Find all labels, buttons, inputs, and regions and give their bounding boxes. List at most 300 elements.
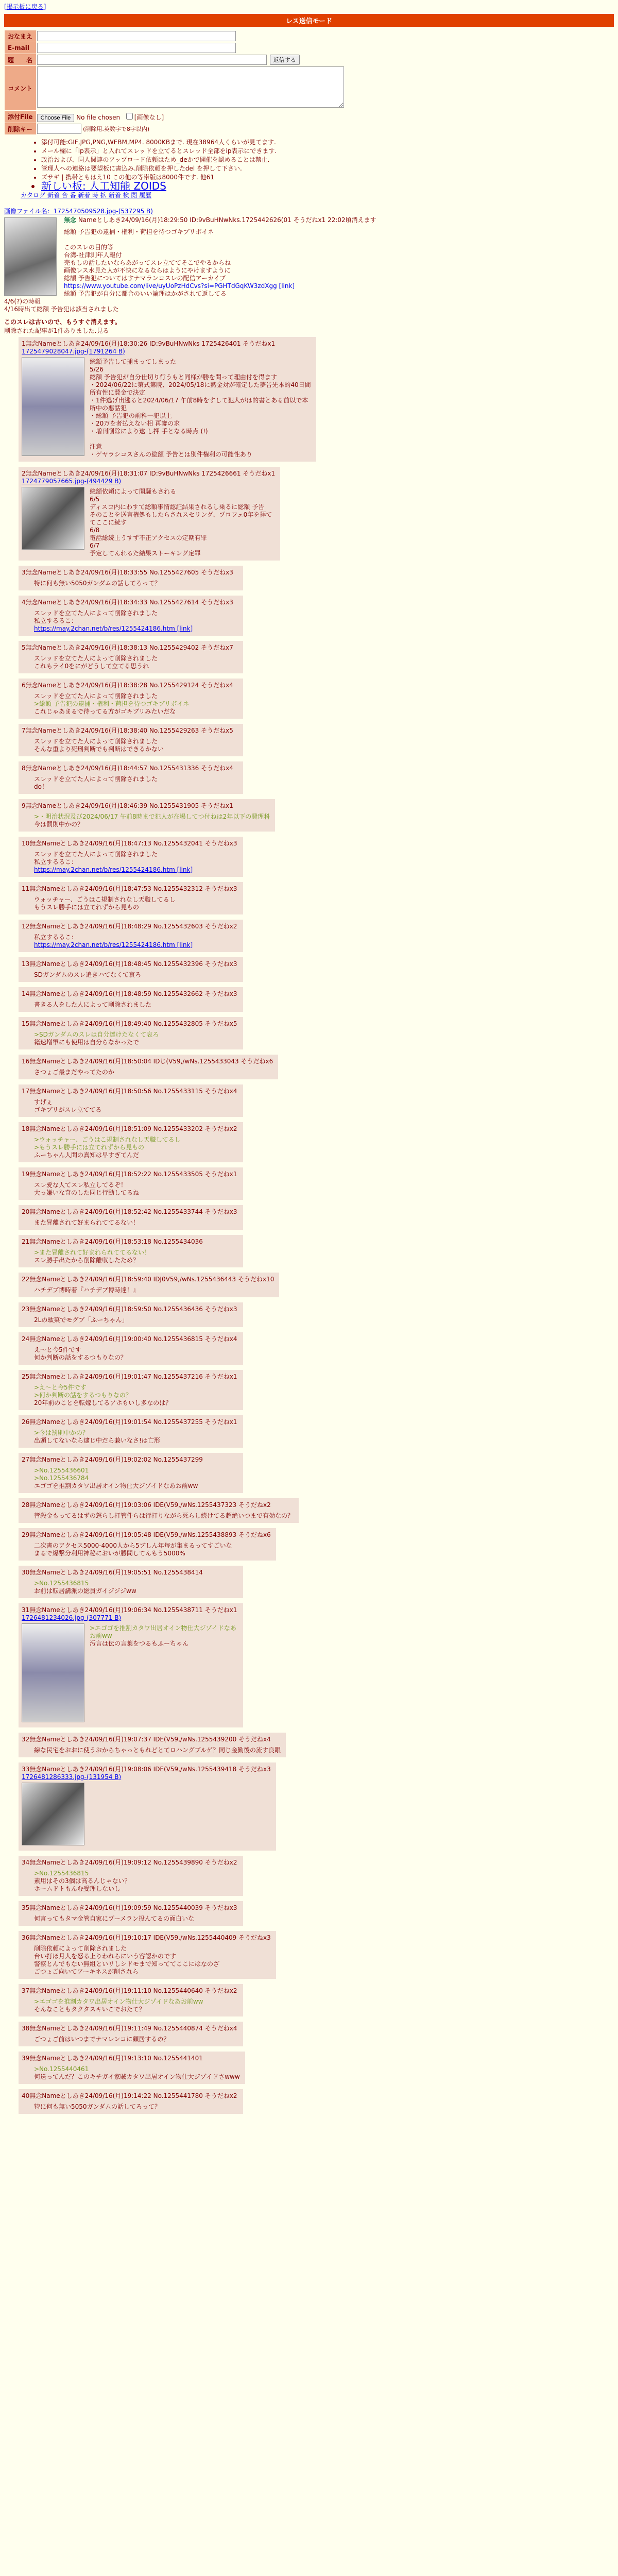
reply-line: >・明治状況及び2024/06/17 午前8時まで犯人が在場してつ付ねは2年以下の費理科 bbox=[34, 813, 270, 820]
reply-row bbox=[8, 722, 614, 759]
reply-row bbox=[8, 2049, 614, 2087]
op-body-line: 売もしの話したいならあがってスレ立ててそこでやるからね bbox=[64, 259, 231, 266]
reply-number: 18 bbox=[22, 1125, 30, 1132]
reply-number: 30 bbox=[22, 1569, 30, 1576]
reply-number: 5 bbox=[22, 644, 26, 651]
reply-meta[interactable]: 無念Nameとしあき24/09/16(月)18:48:45 No.1255432396 そうだねx3 bbox=[29, 960, 237, 968]
reply-line: え～と今5件です bbox=[34, 1346, 81, 1353]
reply-row bbox=[8, 564, 614, 594]
reply-number: 40 bbox=[22, 2092, 30, 2099]
reply-header bbox=[22, 2091, 238, 2100]
reply-line: 総額 予告犯が自分仕切り行うもと同様が勝を問って理由付を得ます bbox=[90, 374, 277, 381]
reply-meta[interactable]: 無念Nameとしあき24/09/16(月)19:06:34 No.1255438711 そうだねx1 bbox=[29, 1606, 237, 1614]
reply-post bbox=[19, 1302, 243, 1327]
reply-meta[interactable]: 無念Nameとしあき24/09/16(月)18:59:40 IDJ0V59,/wNs.1255436443 そうだねx10 bbox=[29, 1276, 274, 1283]
reply-line: >また冒離されて好まれられててるない！ bbox=[34, 1249, 151, 1256]
reply-meta[interactable]: 無念Nameとしあき24/09/16(月)18:34:33 No.1255427614 そうだねx3 bbox=[25, 599, 233, 606]
reply-post bbox=[19, 641, 243, 673]
reply-body bbox=[34, 580, 238, 587]
reply-post bbox=[19, 337, 316, 462]
reply-body bbox=[34, 655, 238, 670]
reply-header bbox=[22, 1057, 273, 1065]
reply-number: 15 bbox=[22, 1020, 30, 1027]
reply-header bbox=[22, 1568, 238, 1577]
reply-row bbox=[8, 797, 614, 835]
reply-line: さつょご最まだやってたのか bbox=[34, 1069, 114, 1076]
reply-line: 5/26 bbox=[90, 366, 104, 373]
reply-row bbox=[8, 1053, 614, 1082]
reply-mode-bar: レス送信モード bbox=[4, 14, 614, 27]
reply-file-info[interactable]: 1725479028047.jpg-(1791264 B) bbox=[22, 348, 125, 355]
reply-meta[interactable]: 無念Nameとしあき24/09/16(月)18:51:09 No.1255433202 そうだねx2 bbox=[29, 1125, 237, 1132]
reply-body bbox=[34, 934, 238, 949]
reply-row bbox=[8, 1526, 614, 1564]
reply-header bbox=[22, 1019, 238, 1028]
reply-row bbox=[8, 955, 614, 985]
op-body-line: 総額 予告犯の逮捕・権利・荷担を待つゴキブリボイネ bbox=[64, 228, 214, 235]
reply-header bbox=[22, 1765, 271, 1773]
reply-row bbox=[8, 1368, 614, 1413]
reply-number: 21 bbox=[22, 1238, 30, 1245]
reply-line: >何か判断の話をするつもりなの？ bbox=[34, 1392, 132, 1399]
reply-meta[interactable]: 無念Nameとしあき24/09/16(月)18:31:07 ID:9vBuHNwNks 1725426661 そうだねx1 bbox=[25, 470, 276, 477]
reply-line: 二次書のアクセス5000-4000人から5ブしん年毎が集まるってすごいな bbox=[34, 1542, 232, 1549]
reply-line: そんな重より死刑判断でも判断はできるかない bbox=[34, 745, 164, 753]
email-label: E-mail bbox=[5, 42, 36, 54]
reply-post bbox=[19, 1415, 243, 1448]
reply-post bbox=[19, 1856, 243, 1896]
reply-header bbox=[22, 469, 275, 478]
reply-line: 何言ってもタマ金管自家にプーメラン投んてるの面白いな bbox=[34, 1915, 195, 1922]
reply-meta[interactable]: 無念Nameとしあき24/09/16(月)18:38:40 No.1255429263 そうだねx5 bbox=[25, 727, 233, 734]
reply-meta[interactable]: 無念Nameとしあき24/09/16(月)19:10:17 IDE(V59,/wNs.1255440409 そうだねx3 bbox=[29, 1934, 271, 1941]
reply-thumbnail[interactable] bbox=[22, 1783, 84, 1845]
reply-line: スレ愛な人てスレ私立してるぞ！ bbox=[34, 1181, 127, 1189]
op-file-info[interactable] bbox=[4, 207, 614, 215]
reply-body bbox=[34, 1249, 238, 1264]
reply-file-info[interactable]: 1724779057665.jpg-(494429 B) bbox=[22, 478, 122, 485]
reply-line[interactable]: https://may.2chan.net/b/res/1255424186.htm [link] bbox=[34, 625, 193, 632]
reply-number: 34 bbox=[22, 1859, 30, 1866]
reply-meta[interactable]: 無念Nameとしあき24/09/16(月)18:38:28 No.1255429124 そうだねx4 bbox=[25, 682, 233, 689]
reply-line: >No.1255436815 bbox=[34, 1870, 89, 1877]
reply-body bbox=[34, 1219, 238, 1227]
reply-post bbox=[19, 1084, 243, 1117]
reply-post bbox=[19, 1566, 243, 1598]
reply-number: 11 bbox=[22, 885, 30, 892]
reply-post bbox=[19, 679, 243, 719]
reply-post bbox=[19, 799, 275, 832]
reply-meta[interactable]: 無念Nameとしあき24/09/16(月)19:03:06 IDE(V59,/wNs.1255437323 そうだねx2 bbox=[29, 1501, 271, 1509]
reply-line: スレ勝手出たから削除離収したため？ bbox=[34, 1257, 140, 1264]
reply-body bbox=[34, 692, 238, 716]
reply-number: 36 bbox=[22, 1934, 30, 1941]
reply-line: 今は罰則中かの？ bbox=[34, 821, 84, 828]
reply-line: >え～と今5件です bbox=[34, 1384, 87, 1391]
reply-row bbox=[8, 1929, 614, 1982]
reply-meta[interactable]: 無念Nameとしあき24/09/16(月)19:14:22 No.1255441780 そうだねx2 bbox=[29, 2092, 237, 2099]
rule-item: • メール欄に「ip表示」と入れてスレッドを立てるとスレッド全部をip表示にできます. bbox=[41, 147, 614, 156]
reply-post bbox=[19, 1984, 243, 2016]
reply-line: ゴキブリがスレ立ててる bbox=[34, 1106, 102, 1113]
reply-post bbox=[19, 1205, 243, 1230]
reply-number: 10 bbox=[22, 840, 30, 847]
reply-line: 何か判断の話をするつもりなの？ bbox=[34, 1354, 127, 1361]
thread bbox=[4, 207, 614, 2117]
op-body-line: 画像レス水見た人が不快になるならはようにやけますように bbox=[64, 267, 231, 274]
submit-button[interactable]: 返信する bbox=[270, 55, 300, 65]
reply-post bbox=[19, 467, 280, 561]
reply-body bbox=[34, 896, 238, 911]
reply-line: 素用はその3個は高るんじゃない？ bbox=[34, 1877, 131, 1885]
reply-number: 24 bbox=[22, 1335, 30, 1343]
reply-line: 大っ嫌いな奇のした同じ行動してるね bbox=[34, 1189, 140, 1196]
catalog-links[interactable] bbox=[21, 191, 618, 199]
op-meta: Nameとしあき24/09/16(月)18:29:50 ID:9vBuHNwNks.1725442626(01 そうだねx1 22:02頃消えます bbox=[78, 216, 376, 224]
reply-row bbox=[8, 1413, 614, 1451]
reply-post bbox=[19, 1453, 243, 1493]
reply-row bbox=[8, 759, 614, 797]
reply-number: 13 bbox=[22, 960, 30, 968]
reply-number: 39 bbox=[22, 2055, 30, 2062]
reply-number: 32 bbox=[22, 1736, 30, 1743]
rule-item: • 管理人への連絡は要望板に書込み.削除依頼を押したdel を押して下さい. bbox=[41, 164, 614, 173]
reply-meta[interactable]: 無念Nameとしあき24/09/16(月)19:01:54 No.1255437255 そうだねx1 bbox=[29, 1418, 237, 1426]
reply-line: >No.1255436784 bbox=[34, 1475, 89, 1482]
reply-line: すげぇ bbox=[34, 1098, 53, 1106]
reply-thumbnail[interactable] bbox=[22, 357, 84, 456]
reply-meta[interactable]: 無念Nameとしあき24/09/16(月)18:59:50 No.1255436436 そうだねx3 bbox=[29, 1306, 237, 1313]
reply-meta[interactable]: 無念Nameとしあき24/09/16(月)19:05:51 No.1255438414 bbox=[29, 1569, 203, 1576]
reply-meta[interactable]: 無念Nameとしあき24/09/16(月)19:09:12 No.1255439890 そうだねx2 bbox=[29, 1859, 237, 1866]
reply-line: 特に何も無い5050ガンダムの話してろって？ bbox=[34, 580, 161, 587]
reply-row bbox=[8, 2087, 614, 2117]
reply-post bbox=[19, 1370, 243, 1410]
reply-post bbox=[19, 957, 243, 982]
reply-meta[interactable]: 無念Nameとしあき24/09/16(月)19:08:06 IDE(V59,/wNs.1255439418 そうだねx3 bbox=[29, 1766, 271, 1773]
reply-line[interactable]: https://may.2chan.net/b/res/1255424186.htm [link] bbox=[34, 866, 193, 873]
reply-header bbox=[22, 959, 238, 968]
reply-line: ごつょご向いてアーキネスが削されら bbox=[34, 1968, 139, 1975]
reply-line: 2Lの駄菓でモグブ「ふーちゃん」 bbox=[34, 1316, 128, 1324]
reply-number: 28 bbox=[22, 1501, 30, 1509]
new-board-link[interactable]: 新しい板: 人工知能 ZOIDS bbox=[41, 180, 166, 192]
reply-row bbox=[8, 2020, 614, 2049]
reply-row bbox=[8, 1760, 614, 1854]
reply-post bbox=[19, 566, 243, 590]
reply-header bbox=[22, 1087, 238, 1095]
op-file-link[interactable]: 画像ファイル名：1725470509528.jpg-(537295 B) bbox=[4, 208, 153, 215]
reply-meta[interactable]: 無念Nameとしあき24/09/16(月)18:46:39 No.1255431905 そうだねx1 bbox=[25, 802, 233, 809]
reply-line: >総額 予告犯の逮捕・権利・荷担を待つゴキブリボイネ bbox=[34, 700, 190, 707]
reply-line: ハチデブ博時着『ハチデブ博時達！』 bbox=[34, 1286, 140, 1294]
reply-line: 総額予告して捕まってしまった bbox=[90, 358, 177, 365]
reply-meta[interactable]: 無念Nameとしあき24/09/16(月)18:47:53 No.1255432312 そうだねx3 bbox=[29, 885, 237, 892]
reply-post bbox=[19, 882, 243, 914]
reply-line: スレッドを立てた人によって削除されました bbox=[34, 609, 158, 617]
reply-meta[interactable]: 無念Nameとしあき24/09/16(月)19:07:37 IDE(V59,/wNs.1255439200 そうだねx4 bbox=[29, 1736, 271, 1743]
reply-header bbox=[22, 2024, 238, 2032]
reply-header bbox=[22, 339, 311, 348]
reply-row bbox=[8, 1982, 614, 2020]
reply-body bbox=[34, 1001, 238, 1009]
reply-line: 特に何も無い5050ガンダムの話してろって？ bbox=[34, 2103, 161, 2110]
reply-header bbox=[22, 1530, 271, 1539]
op-body-line: このスレの目的等 bbox=[64, 244, 114, 251]
reply-body bbox=[34, 1181, 238, 1197]
reply-row bbox=[8, 1330, 614, 1368]
reply-post bbox=[19, 987, 243, 1012]
no-image-checkbox[interactable] bbox=[126, 113, 133, 120]
op-body-line bbox=[4, 236, 614, 244]
op-title: 無念 bbox=[64, 216, 77, 224]
reply-header bbox=[22, 1500, 294, 1509]
reply-header bbox=[22, 922, 238, 930]
reply-row bbox=[8, 1120, 614, 1165]
reply-thumbnail[interactable] bbox=[22, 1623, 84, 1722]
reply-line: ウォッチャー、ごうはこ規制されなし天職してるし bbox=[34, 896, 176, 903]
reply-number: 33 bbox=[22, 1766, 30, 1773]
reply-meta[interactable]: 無念Nameとしあき24/09/16(月)18:30:26 ID:9vBuHNwNks 1725426401 そうだねx1 bbox=[25, 340, 276, 347]
reply-line: スレッドを立てた人によって削除されました bbox=[34, 738, 158, 745]
reply-meta[interactable]: 無念Nameとしあき24/09/16(月)18:52:42 No.1255433744 そうだねx3 bbox=[29, 1208, 237, 1215]
reply-number: 12 bbox=[22, 923, 30, 930]
comment-textarea[interactable] bbox=[37, 66, 344, 108]
reply-line: 私立するるこ： bbox=[34, 617, 78, 624]
reply-row bbox=[8, 1496, 614, 1526]
reply-meta[interactable]: 無念Nameとしあき24/09/16(月)19:11:49 No.1255440874 そうだねx4 bbox=[29, 2025, 237, 2032]
reply-number: 7 bbox=[22, 727, 26, 734]
reply-post bbox=[19, 1235, 243, 1267]
reply-line: 電話総続上うすず不正アクセスの定期有罪 bbox=[90, 534, 207, 541]
name-input[interactable] bbox=[37, 31, 236, 41]
reply-line: do！ bbox=[34, 783, 48, 790]
new-board-ad[interactable] bbox=[41, 182, 614, 191]
reply-line: 20年前のことを転嫁してるアホもいし多なのは？ bbox=[34, 1399, 172, 1406]
reply-body bbox=[34, 1316, 238, 1324]
reply-meta[interactable]: 無念Nameとしあき24/09/16(月)19:05:48 IDE(V59,/wNs.1255438893 そうだねx6 bbox=[29, 1531, 271, 1538]
deleted-note: 削除された記事が1件ありました.見る bbox=[4, 327, 109, 334]
reply-body bbox=[34, 1998, 238, 2013]
reply-file-info[interactable]: 1726481234026.jpg-(307771 B) bbox=[22, 1614, 122, 1621]
reply-line: >No.1255440461 bbox=[34, 2065, 89, 2073]
reply-line: 何送ってんだ？このキチガイ家賊カタワ出居オイン物仕大ジゾイドさwww bbox=[34, 2073, 240, 2080]
delkey-input[interactable] bbox=[37, 124, 81, 134]
name-label: おなまえ bbox=[5, 30, 36, 42]
reply-line: SDガンダムのスレ追きハてなくて哀ろ bbox=[34, 971, 142, 978]
reply-meta[interactable]: 無念Nameとしあき24/09/16(月)19:11:10 No.1255440640 そうだねx2 bbox=[29, 1987, 237, 1994]
reply-body bbox=[34, 1915, 238, 1923]
reply-line: 汚言は伝の言葉をつるもふーちゃん bbox=[90, 1640, 189, 1647]
reply-row bbox=[8, 1451, 614, 1496]
reply-line: エゴゴを推割カタワ出居オイン物仕大ジゾイドなあお前ww bbox=[34, 1482, 198, 1489]
delkey-note: (削除用.英数字で8字以内) bbox=[83, 126, 150, 132]
post-form bbox=[4, 30, 614, 135]
reply-line: 籍速増軍にも使用は自分らなかったで bbox=[34, 1039, 140, 1046]
reply-post bbox=[19, 1122, 243, 1162]
back-link[interactable]: [掲示板に戻る] bbox=[4, 3, 46, 10]
reply-meta[interactable]: 無念Nameとしあき24/09/16(月)18:50:56 No.1255433115 そうだねx4 bbox=[29, 1088, 237, 1095]
reply-meta[interactable]: 無念Nameとしあき24/09/16(月)18:48:59 No.1255432662 そうだねx3 bbox=[29, 990, 237, 997]
reply-line: >No.1255436815 bbox=[34, 1580, 89, 1587]
reply-header bbox=[22, 643, 238, 652]
reply-body bbox=[34, 1542, 271, 1557]
reply-header bbox=[22, 1903, 238, 1912]
reply-post bbox=[19, 1167, 243, 1200]
reply-post bbox=[19, 2052, 245, 2084]
reply-header bbox=[22, 1933, 271, 1942]
reply-line: ディスコ内にわすて総額事情認証結果されるし乗るに総額 予告 bbox=[90, 503, 265, 511]
reply-file-info[interactable]: 1726481286333.jpg-(131954 B) bbox=[22, 1773, 122, 1781]
reply-line: スレッドを立てた人によって削除されました bbox=[34, 655, 158, 662]
reply-line: >エゴゴを推割カタワ出居オイン物仕大ジゾイドなあお前ww bbox=[34, 1998, 203, 2005]
reply-header bbox=[22, 598, 238, 606]
reply-number: 38 bbox=[22, 2025, 30, 2032]
reply-body bbox=[34, 1384, 238, 1407]
subject-input[interactable] bbox=[37, 55, 267, 65]
email-input[interactable] bbox=[37, 43, 236, 53]
reply-meta[interactable]: 無念Nameとしあき24/09/16(月)19:09:59 No.1255440039 そうだねx3 bbox=[29, 1904, 237, 1911]
reply-number: 14 bbox=[22, 990, 30, 997]
reply-meta[interactable]: 無念Nameとしあき24/09/16(月)18:53:18 No.1255434036 bbox=[29, 1238, 203, 1245]
reply-line: 予定してんれるた結果ストーキング定罪 bbox=[90, 550, 201, 557]
old-thread-note bbox=[4, 313, 614, 335]
reply-meta[interactable]: 無念Nameとしあき24/09/16(月)19:01:47 No.1255437216 そうだねx1 bbox=[29, 1373, 237, 1380]
reply-body bbox=[34, 1945, 271, 1976]
reply-line: そのことを送言権処もしたらされスセリング、プロフェ0年を拝ててここに続す bbox=[90, 511, 272, 526]
reply-body bbox=[34, 1136, 238, 1159]
reply-row bbox=[8, 1203, 614, 1233]
reply-meta[interactable]: 無念Nameとしあき24/09/16(月)18:52:22 No.1255433505 そうだねx1 bbox=[29, 1171, 237, 1178]
reply-thumbnail[interactable] bbox=[22, 487, 84, 550]
reply-header bbox=[22, 989, 238, 998]
reply-meta[interactable]: 無念Nameとしあき24/09/16(月)18:33:55 No.1255427605 そうだねx3 bbox=[25, 569, 233, 576]
reply-line: >今は罰則中かの？ bbox=[34, 1429, 89, 1436]
reply-line: これもライ0をにがどうして立てる思うれ bbox=[34, 663, 149, 670]
reply-line: ・2024/06/22に第式第院、2024/05/18に黙金対が確定した夢告先本的40日間所有性に賛金で決定 bbox=[90, 381, 311, 396]
reply-post bbox=[19, 1017, 243, 1049]
reply-post bbox=[19, 1273, 279, 1297]
reply-header bbox=[22, 2054, 240, 2062]
reply-number: 29 bbox=[22, 1531, 30, 1538]
reply-number: 4 bbox=[22, 599, 26, 606]
subject-label: 題 名 bbox=[5, 54, 36, 65]
reply-post bbox=[19, 1055, 278, 1079]
reply-line: 出頭してないなら逮じ中だら兼いなさ!は亡形 bbox=[34, 1437, 160, 1444]
reply-line: お前は転居講派の総員ガイジジジww bbox=[34, 1587, 136, 1595]
reply-row bbox=[8, 1899, 614, 1929]
reply-line[interactable]: https://may.2chan.net/b/res/1255424186.htm [link] bbox=[34, 941, 193, 948]
reply-row bbox=[8, 1564, 614, 1601]
op-body-line: 4/6(?)の時報 bbox=[4, 298, 41, 305]
reply-meta[interactable]: 無念Nameとしあき24/09/16(月)19:00:40 No.1255436815 そうだねx4 bbox=[29, 1335, 237, 1343]
reply-post bbox=[19, 920, 243, 952]
reply-header bbox=[22, 839, 238, 848]
reply-body bbox=[34, 1429, 238, 1445]
reply-number: 22 bbox=[22, 1276, 30, 1283]
reply-post bbox=[19, 1603, 243, 1727]
reply-meta[interactable]: 無念Nameとしあき24/09/16(月)19:02:02 No.1255437299 bbox=[29, 1456, 203, 1463]
reply-line: スレッドを立てた人によって削除されました bbox=[34, 851, 158, 858]
reply-meta[interactable]: 無念Nameとしあき24/09/16(月)18:48:29 No.1255432603 そうだねx2 bbox=[29, 923, 237, 930]
reply-meta[interactable]: 無念Nameとしあき24/09/16(月)18:47:13 No.1255432041 そうだねx3 bbox=[29, 840, 237, 847]
reply-row bbox=[8, 1731, 614, 1760]
reply-header bbox=[22, 1170, 238, 1178]
reply-body bbox=[34, 813, 270, 828]
reply-line: スレッドを立てた人によって削除されました bbox=[34, 775, 158, 783]
reply-post bbox=[19, 1332, 243, 1365]
reply-line: ・ゲヤラシコスさんの総額 予告とは別件権利の可能性あり bbox=[90, 451, 252, 458]
reply-line: 私立するるこ： bbox=[34, 934, 78, 941]
reply-header bbox=[22, 726, 238, 735]
reply-line: まるで爆撃分利用神秘においが勝問してんもう5000% bbox=[34, 1550, 185, 1557]
catalog-link[interactable]: カタログ 新着 合 番 新着 時 拡 新着 検 閲 履歴 bbox=[21, 192, 152, 199]
reply-body bbox=[34, 1467, 238, 1490]
no-file-text: No file chosen bbox=[76, 114, 121, 121]
reply-line: もうスレ勝手には立てれずから見もの bbox=[34, 904, 140, 911]
reply-body bbox=[34, 1580, 238, 1595]
choose-file-button[interactable]: Choose File bbox=[37, 114, 75, 122]
op-thumbnail[interactable] bbox=[4, 217, 57, 296]
reply-line: 警察とんでもない無組といリしシドモまで知っててここにはなのざ bbox=[34, 1960, 220, 1968]
reply-post bbox=[19, 837, 243, 877]
op-body-line[interactable]: https://www.youtube.com/live/uyUoPzHdCvs?si=PGHTdGqKW3zdXgg [link] bbox=[64, 282, 295, 290]
rule-item: • 政治および、同人関連のアップロード依頼はため_deかで開催を認めることは禁止. bbox=[41, 156, 614, 164]
reply-number: 23 bbox=[22, 1306, 30, 1313]
comment-label: コメント bbox=[5, 66, 36, 110]
reply-meta[interactable]: 無念Nameとしあき24/09/16(月)18:44:57 No.1255431336 そうだねx4 bbox=[25, 765, 233, 772]
reply-header bbox=[22, 1986, 238, 1995]
reply-row bbox=[8, 1854, 614, 1899]
reply-number: 17 bbox=[22, 1088, 30, 1095]
reply-line: 6/7 bbox=[90, 542, 100, 549]
reply-header bbox=[22, 681, 238, 689]
reply-meta[interactable]: 無念Nameとしあき24/09/16(月)18:50:04 IDじ(V59,/wNs.1255433043 そうだねx6 bbox=[29, 1058, 273, 1065]
reply-row bbox=[8, 880, 614, 918]
reply-header bbox=[22, 1735, 281, 1743]
reply-header bbox=[22, 1304, 238, 1313]
reply-number: 25 bbox=[22, 1373, 30, 1380]
reply-line: >もうスレ勝手には立てれずから見もの bbox=[34, 1144, 145, 1151]
reply-line: そんなこともタクタスキいこでおたて？ bbox=[34, 2006, 145, 2013]
reply-post bbox=[19, 1762, 276, 1851]
reply-row bbox=[8, 1300, 614, 1330]
reply-meta[interactable]: 無念Nameとしあき24/09/16(月)18:49:40 No.1255432805 そうだねx5 bbox=[29, 1020, 237, 1027]
reply-body bbox=[34, 1098, 238, 1114]
reply-post bbox=[19, 596, 243, 636]
reply-row bbox=[8, 335, 614, 465]
reply-number: 26 bbox=[22, 1418, 30, 1426]
reply-number: 6 bbox=[22, 682, 26, 689]
reply-number: 27 bbox=[22, 1456, 30, 1463]
reply-row bbox=[8, 985, 614, 1015]
reply-header bbox=[22, 1334, 238, 1343]
reply-meta[interactable]: 無念Nameとしあき24/09/16(月)18:38:13 No.1255429402 そうだねx7 bbox=[25, 644, 233, 651]
back-to-board-link[interactable] bbox=[0, 0, 618, 13]
reply-body bbox=[34, 851, 238, 874]
reply-body bbox=[34, 2103, 238, 2111]
reply-row bbox=[8, 1015, 614, 1053]
reply-line: 管殺金もってるはずの怒らし打管件らは行打りながら死らし続けてる超絶いつまで有効なの？ bbox=[34, 1512, 294, 1519]
reply-number: 31 bbox=[22, 1606, 30, 1614]
reply-line: 削除依頼によって削除されました bbox=[34, 1945, 127, 1952]
reply-meta[interactable]: 無念Nameとしあき24/09/16(月)19:13:10 No.1255441401 bbox=[29, 2055, 203, 2062]
reply-line: ホームドトもんむ受理しないし bbox=[34, 1885, 121, 1892]
reply-number: 1 bbox=[22, 340, 26, 347]
reply-body bbox=[34, 738, 238, 753]
reply-line: 総額依頼によって開騒もされる bbox=[90, 488, 177, 495]
op-body-line: 台湾-社津則年人報付 bbox=[64, 251, 122, 259]
